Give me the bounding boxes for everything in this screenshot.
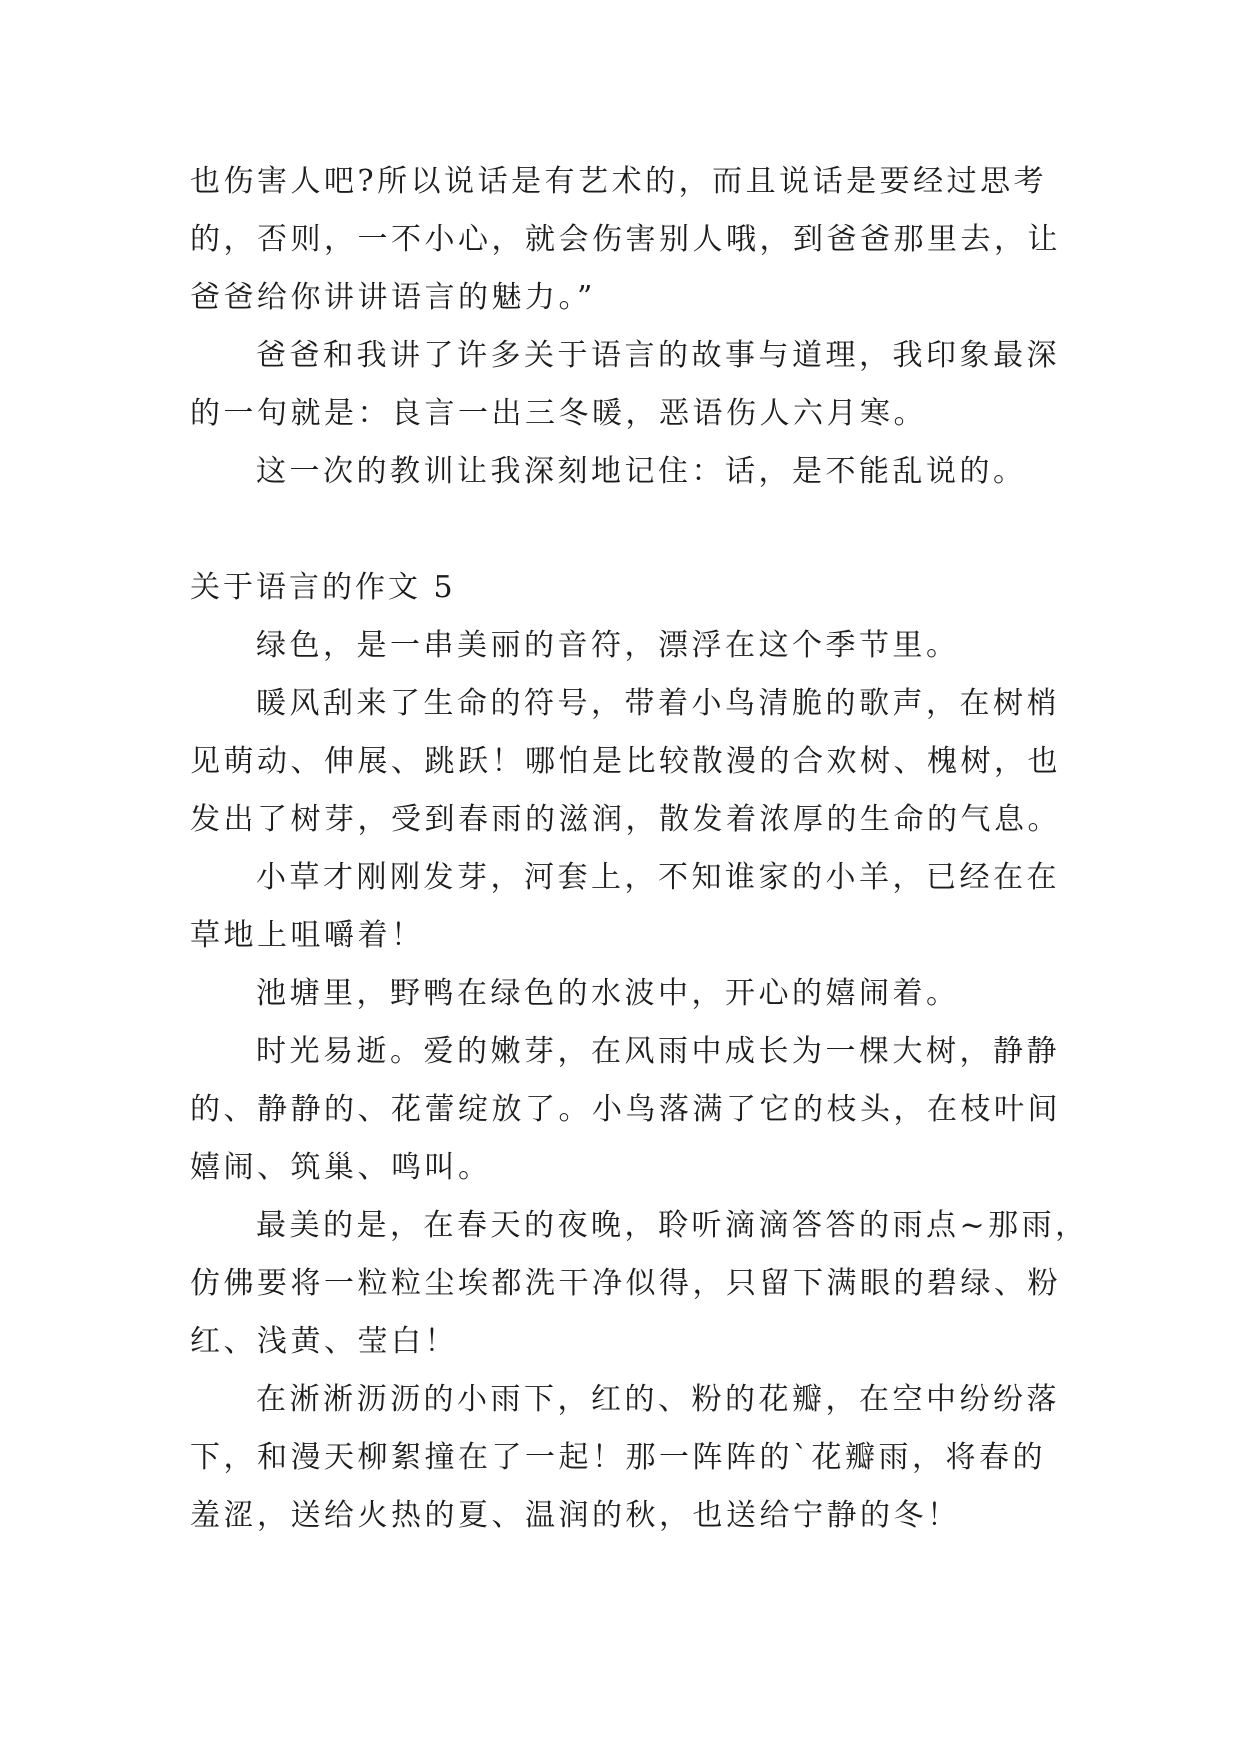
text-line: 羞涩，送给火热的夏、温润的秋，也送给宁静的冬！ — [190, 1498, 961, 1533]
text-line: 爸爸和我讲了许多关于语言的故事与道理，我印象最深 — [256, 338, 1060, 373]
text-line: 时光易逝。爱的嫩芽，在风雨中成长为一棵大树，静静 — [256, 1034, 1060, 1069]
previous-essay-ending — [190, 153, 1070, 501]
text-line: 的、静静的、花蕾绽放了。小鸟落满了它的枝头，在枝叶间 — [190, 1092, 1061, 1127]
text-line: 绿色，是一串美丽的音符，漂浮在这个季节里。 — [256, 628, 960, 663]
text-line: 暖风刮来了生命的符号，带着小鸟清脆的歌声，在树梢 — [256, 686, 1060, 721]
section-title: 关于语言的作文 5 — [190, 570, 456, 605]
document-body — [190, 153, 1089, 1545]
text-line: 下，和漫天柳絮撞在了一起！那一阵阵的`花瓣雨，将春的 — [190, 1440, 1046, 1475]
text-line: 最美的是，在春天的夜晚，聆听滴滴答答的雨点~那雨， — [256, 1208, 1089, 1243]
text-line: 仿佛要将一粒粒尘埃都洗干净似得，只留下满眼的碧绿、粉 — [190, 1266, 1061, 1301]
paragraph — [190, 1371, 1070, 1545]
paragraph — [190, 617, 1070, 675]
text-line: 爸爸给你讲讲语言的魅力。” — [190, 280, 596, 315]
text-line: 池塘里，野鸭在绿色的水波中，开心的嬉闹着。 — [256, 976, 960, 1011]
paragraph — [190, 1023, 1070, 1197]
text-line: 的，否则，一不小心，就会伤害别人哦，到爸爸那里去，让 — [190, 222, 1061, 257]
paragraph — [190, 327, 1070, 443]
text-line: 也伤害人吧?所以说话是有艺术的，而且说话是要经过思考 — [190, 164, 1048, 199]
paragraph — [190, 965, 1070, 1023]
text-line: 发出了树芽，受到春雨的滋润，散发着浓厚的生命的气息。 — [190, 802, 1061, 837]
paragraph — [190, 153, 1070, 327]
text-line: 的一句就是：良言一出三冬暖，恶语伤人六月寒。 — [190, 396, 927, 431]
essay-5-body — [190, 617, 1089, 1545]
paragraph — [190, 675, 1070, 849]
text-line: 嬉闹、筑巢、鸣叫。 — [190, 1150, 492, 1185]
paragraph — [190, 849, 1070, 965]
text-line: 在淅淅沥沥的小雨下，红的、粉的花瓣，在空中纷纷落 — [256, 1382, 1060, 1417]
paragraph — [190, 443, 1070, 501]
text-line: 小草才刚刚发芽，河套上，不知谁家的小羊，已经在在 — [256, 860, 1060, 895]
text-line: 见萌动、伸展、跳跃！哪怕是比较散漫的合欢树、槐树，也 — [190, 744, 1061, 779]
text-line: 这一次的教训让我深刻地记住：话，是不能乱说的。 — [256, 454, 1027, 489]
paragraph — [190, 1197, 1089, 1371]
text-line: 草地上咀嚼着！ — [190, 918, 425, 953]
text-line: 红、浅黄、莹白！ — [190, 1324, 458, 1359]
